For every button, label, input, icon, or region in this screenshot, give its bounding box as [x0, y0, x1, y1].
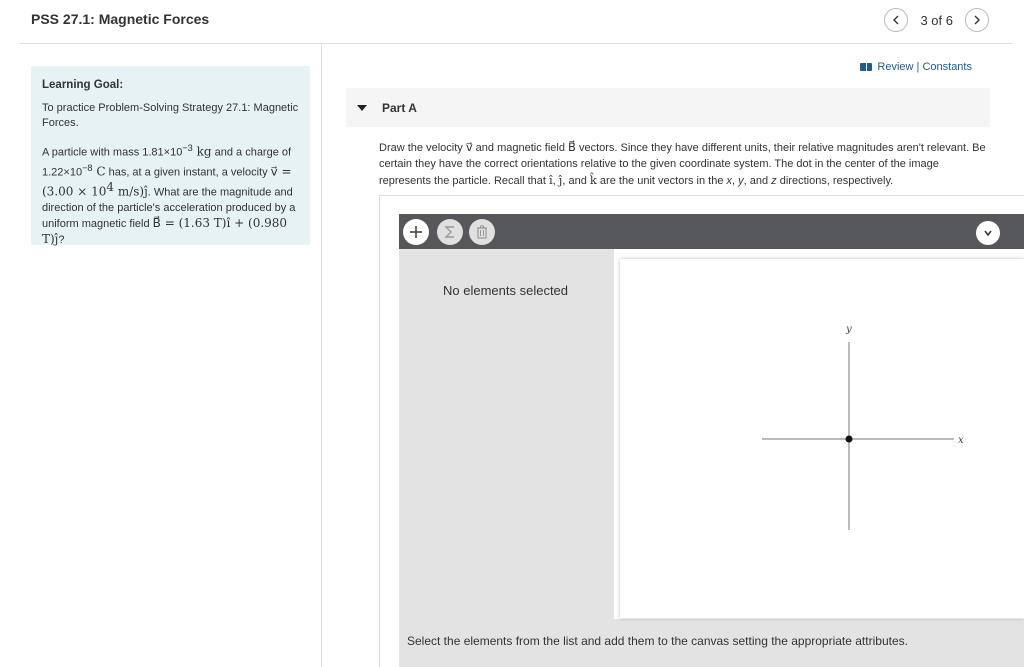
chevron-right-icon — [972, 15, 982, 25]
no-selection-label: No elements selected — [443, 283, 569, 298]
instr-text: , and — [743, 175, 772, 187]
page-indicator: 3 of 6 — [920, 12, 953, 28]
part-a-label: Part A — [382, 100, 417, 115]
trash-icon — [474, 224, 490, 240]
charge-unit: C — [92, 164, 106, 179]
x-direction: x — [726, 175, 733, 187]
y-direction: y — [738, 175, 744, 187]
field-symbol: B⃗ — [568, 140, 576, 154]
instr-text: , — [552, 175, 559, 187]
velocity-text: has, at a given instant, a velocity — [105, 166, 271, 179]
instr-text: are the unit vectors in the — [596, 175, 727, 187]
chevron-down-icon — [983, 228, 993, 238]
instr-text: directions, respectively. — [776, 175, 894, 187]
particle-dot — [846, 436, 853, 443]
learning-goal-panel — [31, 66, 310, 245]
charge-exponent: −8 — [82, 162, 93, 173]
question-text: . What are the magnitude and direction of the particle's acceleration produced by a uniform magnetic field — [42, 186, 296, 230]
instructions — [379, 139, 991, 189]
instr-text: vectors. Since they have different units, their relative magnitudes aren't relevant. Be certain they have the correct orientations relative to the given coordinate system. The dot in the center of the image represents the particle. Recall that — [379, 142, 986, 187]
pagination — [884, 8, 989, 32]
x-axis-label: x — [958, 435, 964, 446]
instr-text: and magnetic field — [472, 142, 569, 154]
i-hat-symbol: î — [548, 173, 553, 187]
k-hat-symbol: k̂ — [589, 173, 597, 187]
problem-statement — [42, 141, 300, 248]
j-hat-symbol: ĵ — [558, 173, 563, 187]
y-axis-label: y — [846, 324, 852, 335]
mass-unit: kg — [192, 144, 212, 159]
toolbar-expand-button[interactable] — [976, 221, 1000, 245]
book-icon — [860, 63, 872, 71]
learning-goal-heading: Learning Goal: — [42, 79, 124, 91]
velocity-equation: v⃗ = (3.00 × 10 — [42, 164, 292, 199]
add-element-button[interactable] — [403, 219, 429, 245]
hint-text: Select the elements from the list and add them to the canvas setting the appropriate attributes. — [407, 634, 908, 648]
instr-text: Draw the velocity — [379, 142, 466, 154]
instr-text: , and — [562, 175, 590, 187]
learning-goal-intro: To practice Problem-Solving Strategy 27.1: Magnetic Forces. — [42, 102, 299, 129]
plus-icon — [408, 224, 424, 240]
velocity-exponent: 4 — [106, 180, 114, 195]
velocity-symbol: v⃗ — [465, 140, 473, 154]
review-constants-link[interactable] — [860, 61, 972, 73]
sum-vectors-button[interactable] — [437, 219, 463, 245]
question-mark: ? — [58, 233, 65, 246]
previous-button[interactable] — [884, 8, 908, 32]
element-properties-panel — [399, 249, 614, 619]
mass-text: A particle with mass 1.81×10 — [42, 146, 183, 159]
header-divider — [20, 43, 1012, 44]
drawing-canvas[interactable] — [620, 259, 1024, 618]
next-button[interactable] — [965, 8, 989, 32]
velocity-unit: m/s)ĵ — [114, 184, 148, 199]
charge-text: and a charge of 1.22×10 — [42, 146, 292, 179]
chevron-left-icon — [891, 15, 901, 25]
sigma-icon — [442, 224, 458, 240]
page-title: PSS 27.1: Magnetic Forces — [31, 11, 210, 27]
hint-area — [399, 619, 1024, 667]
z-direction: z — [771, 175, 777, 187]
drawing-toolbar — [399, 214, 1024, 249]
mass-exponent: −3 — [182, 143, 193, 153]
field-equation: B⃗ = (1.63 T)î + (0.980 T)ĵ — [42, 215, 288, 246]
collapse-caret-icon — [357, 105, 367, 111]
part-a-header[interactable] — [346, 88, 990, 127]
review-constants-label: Review | Constants — [877, 61, 972, 73]
column-divider — [321, 44, 322, 667]
coordinate-system — [620, 259, 1024, 618]
delete-button[interactable] — [469, 219, 495, 245]
instr-text: , — [732, 175, 739, 187]
